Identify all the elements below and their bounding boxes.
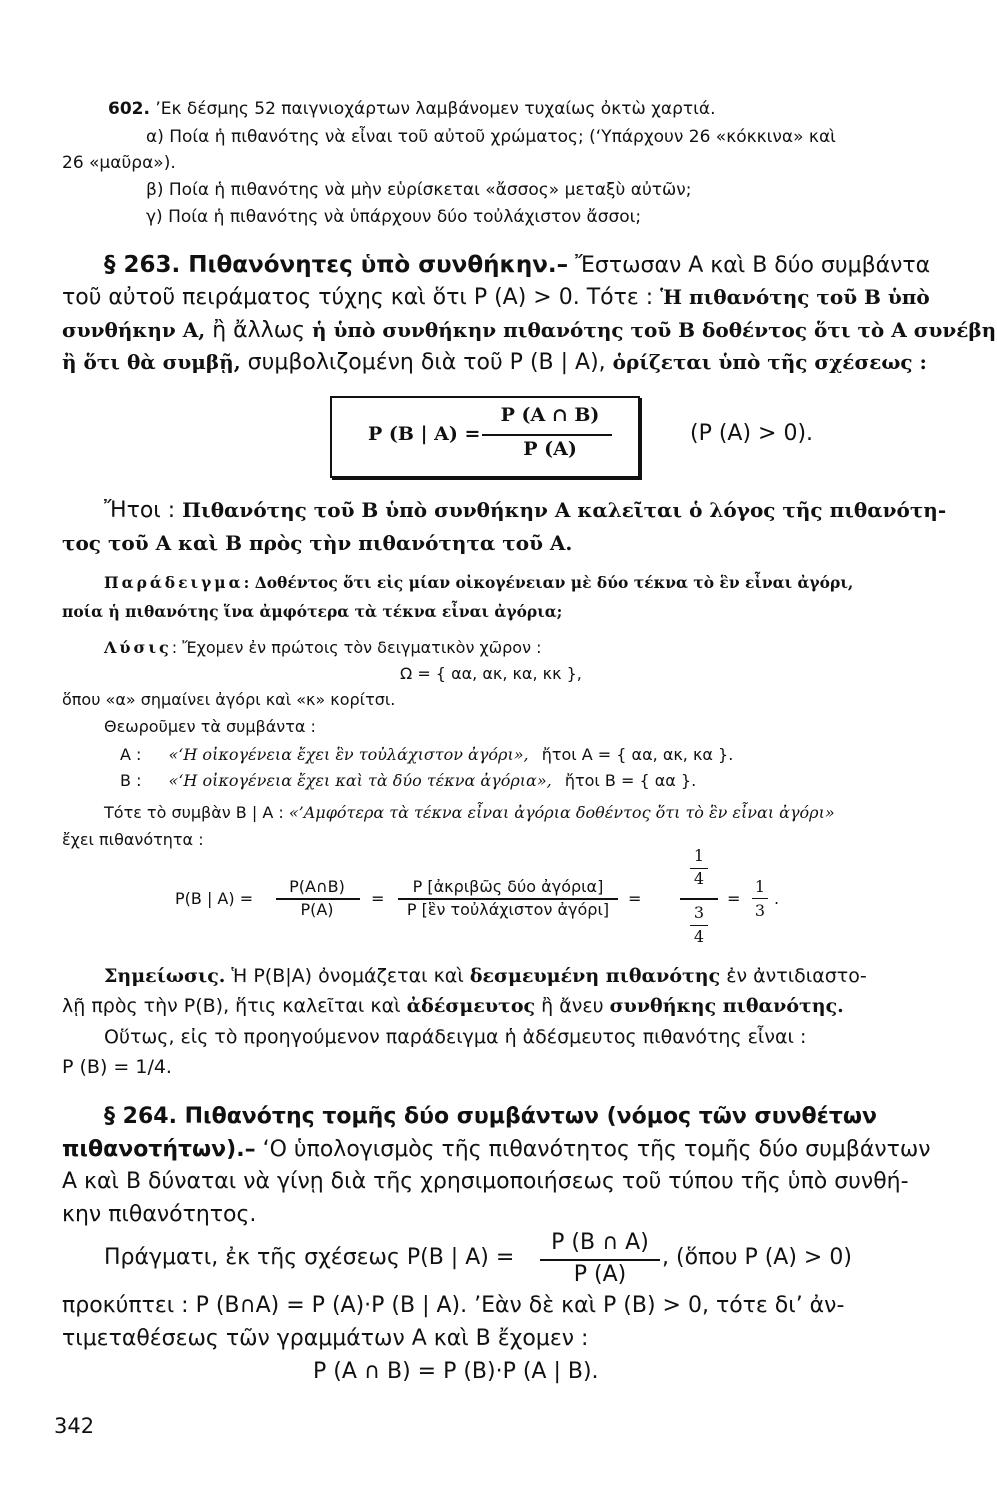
consider-line: Θεωροῦμεν τὰ συμβάντα : [104, 717, 316, 736]
section-264-heading: § 264. Πιθανότης τομῆς δύο συμβάντων (νόμος τῶν συνθέτων [104, 1104, 878, 1129]
calc-equals-1: = [371, 889, 385, 908]
section-263-heading-line [104, 252, 930, 278]
text-run: τοῦ αὐτοῦ πειράματος τύχης καὶ ὅτι P (A) > 0. Τότε : [62, 285, 661, 310]
example-label: Παράδειγμα [104, 573, 244, 592]
section-263-line-3 [62, 318, 996, 343]
calc-result-den: 3 [754, 901, 766, 920]
indeed-fraction-line [540, 1259, 660, 1261]
section-264-line-3: κην πιθανότητος. [62, 1202, 257, 1227]
formula-fraction-line [482, 434, 612, 436]
calc-cf-main-line [680, 898, 718, 900]
text-run: Ἡ P(B|A) ὀνομάζεται καὶ [225, 965, 470, 987]
definition-bold: Ἡ πιθανότης τοῦ Β ὑπὸ [660, 285, 930, 309]
text-run: Ἤτοι : [104, 498, 183, 523]
calc-cf-one: 1 [693, 846, 705, 865]
example-line-2: ποία ἡ πιθανότης ἵνα ἀμφότερα τὰ τέκνα εἶναι ἀγόρια; [62, 602, 563, 621]
event-b-text: «‘Η οἰκογένεια ἔχει καὶ τὰ δύο τέκνα ἀγόρια», [168, 771, 552, 790]
text-run: : Δοθέντος ὅτι εἰς μίαν οἰκογένειαν μὲ δύο τέκνα τὸ ἓν εἶναι ἀγόρι, [243, 573, 854, 592]
calc-cf-four-2: 4 [693, 927, 705, 946]
calc-cf-four: 4 [693, 869, 705, 888]
exercise-number: 602. [108, 99, 150, 119]
section-263-text: Ἔστωσαν Α καὶ Β δύο συμβάντα [568, 253, 931, 278]
text-run: ἐν ἀντιδιαστο- [720, 965, 867, 987]
solution-label: Λύσις [104, 638, 172, 657]
result-line-1: προκύπτει : P (B∩A) = P (A)·P (B | A). ’Εὰν δὲ καὶ P (B) > 0, τότε δι’ ἀν- [62, 1293, 845, 1318]
note-line-4: P (B) = 1/4. [62, 1056, 172, 1078]
solution-line-1 [104, 638, 541, 657]
calc-cf-small-line-bottom [690, 925, 708, 926]
indeed-numerator: P (B ∩ A) [551, 1230, 649, 1255]
section-263-line-4 [62, 350, 927, 375]
definition-bold: συνθήκην Α, [62, 318, 206, 342]
final-formula: P (A ∩ B) = P (B)·P (A | B). [313, 1359, 599, 1384]
indeed-line: Πράγματι, ἐκ τῆς σχέσεως P(B | A) = [104, 1245, 515, 1270]
formula-condition: (P (A) > 0). [690, 421, 814, 446]
definition-line-1 [104, 498, 946, 523]
calc-f1-num: P(A∩B) [289, 877, 345, 896]
calc-result-line [752, 898, 768, 899]
event-b-label: Β : [120, 771, 142, 790]
indeed-condition: , (ὅπου P (A) > 0) [662, 1245, 852, 1270]
note-bold: ἀδέσμευτος [406, 995, 536, 1017]
exercise-602-part-a-cont: 26 «μαῦρα»). [62, 153, 176, 173]
note-line-1 [104, 965, 867, 987]
event-a-label: Α : [120, 745, 142, 764]
formula-denominator: P (A) [523, 438, 577, 460]
note-bold: δεσμευμένη πιθανότης [469, 965, 721, 987]
section-263-line-2 [62, 285, 930, 310]
definition-bold: ἡ ὑπὸ συνθήκην πιθανότης τοῦ Β δοθέντος ὅτι τὸ Α συνέβη [312, 318, 997, 342]
then-line [104, 803, 835, 822]
indeed-denominator: P (A) [573, 1262, 627, 1287]
calc-f2-num: P [ἀκριβῶς δύο ἀγόρια] [412, 877, 604, 896]
text-run: : Ἔχομεν ἐν πρώτοις τὸν δειγματικὸν χῶρον : [171, 638, 542, 657]
text-run: ἢ ἄλλως [205, 318, 313, 343]
exercise-602-line-1 [108, 99, 716, 119]
text-run: λῇ πρὸς τὴν P(B), ἥτις καλεῖται καὶ [62, 995, 407, 1017]
text-run: Τότε τὸ συμβὰν B | A : [104, 803, 284, 822]
event-a-text: «‘Η οἰκογένεια ἔχει ἓν τοὐλάχιστον ἀγόρι», [168, 745, 529, 764]
event-a-set: ἤτοι A = { αα, ακ, κα }. [541, 745, 734, 764]
exercise-602-part-b: β) Ποία ἡ πιθανότης νὰ μὴν εὑρίσκεται «ἄσσος» μεταξὺ αὐτῶν; [146, 180, 692, 200]
event-b-set: ἤτοι B = { αα }. [564, 771, 697, 790]
note-bold: συνθήκης πιθανότης. [609, 995, 844, 1017]
exercise-602-part-a: α) Ποία ἡ πιθανότης νὰ εἶναι τοῦ αὐτοῦ χρώματος; (‘Υπάρχουν 26 «κόκκινα» καὶ [146, 127, 836, 147]
calc-f2-den: P [ἓν τοὐλάχιστον ἀγόρι] [406, 900, 610, 919]
where-line: ὅπου «α» σημαίνει ἀγόρι καὶ «κ» κορίτσι. [62, 690, 396, 709]
calc-lhs: P(B | A) = [175, 889, 254, 908]
event-b-line [120, 771, 696, 790]
note-label: Σημείωσις. [104, 965, 226, 987]
sample-space: Ω = { αα, ακ, κα, κκ }, [400, 664, 582, 683]
exercise-text: ’Εκ δέσμης 52 παιγνιοχάρτων λαμβάνομεν τυχαίως ὀκτὼ χαρτιά. [155, 99, 716, 119]
calc-equals-2: = [628, 889, 642, 908]
section-264-heading-cont: πιθανοτήτων).– [62, 1137, 256, 1162]
calc-cf-three: 3 [693, 903, 705, 922]
calc-f1-den: P(A) [300, 900, 334, 919]
text-run: ‘Ο ὑπολογισμὸς τῆς πιθανότητος τῆς τομῆς δύο συμβάντων [255, 1137, 931, 1162]
section-263-heading: § 263. Πιθανόνητες ὑπὸ συνθήκην.– [104, 252, 569, 278]
text-run: συμβολιζομένη διὰ τοῦ P (B | A), [240, 350, 613, 375]
note-line-2 [62, 995, 844, 1017]
definition-line-2: τος τοῦ Α καὶ Β πρὸς τὴν πιθανότητα τοῦ Α. [62, 531, 573, 555]
event-a-line [120, 745, 733, 764]
section-264-line-2: A καὶ B δύναται νὰ γίνῃ διὰ τῆς χρησιμοποιήσεως τοῦ τύπου τῆς ὑπὸ συνθή- [62, 1169, 909, 1194]
calc-equals-3: = [727, 889, 741, 908]
formula-numerator: P (A ∩ B) [500, 404, 600, 426]
exercise-602-part-c: γ) Ποία ἡ πιθανότης νὰ ὑπάρχουν δύο τοὐλάχιστον ἄσσοι; [146, 207, 642, 227]
example-line-1 [104, 573, 853, 592]
result-line-2: τιμεταθέσεως τῶν γραμμάτων Α καὶ Β ἔχομεν : [62, 1326, 589, 1351]
definition-bold: ὁρίζεται ὑπὸ τῆς σχέσεως : [612, 350, 927, 374]
section-264-line-1 [62, 1137, 931, 1162]
then-italic: «’Αμφότερα τὰ τέκνα εἶναι ἀγόρια δοθέντος ὅτι τὸ ἓν εἶναι ἀγόρι» [288, 803, 835, 822]
definition-bold: Πιθανότης τοῦ Β ὑπὸ συνθήκην Α καλεῖται ὁ λόγος τῆς πιθανότη- [182, 498, 947, 522]
note-line-3: Οὕτως, εἰς τὸ προηγούμενον παράδειγμα ἡ ἀδέσμευτος πιθανότης εἶναι : [104, 1026, 807, 1048]
text-run: ἢ ἄνευ [535, 995, 610, 1017]
formula-lhs: P (B | A) = [368, 423, 481, 445]
then-line-2: ἔχει πιθανότητα : [62, 830, 204, 849]
page-number: 342 [54, 1414, 95, 1438]
definition-bold: ἢ ὅτι θὰ συμβῇ, [62, 350, 241, 374]
calc-dot: . [774, 889, 780, 908]
calc-result-num: 1 [754, 877, 766, 896]
